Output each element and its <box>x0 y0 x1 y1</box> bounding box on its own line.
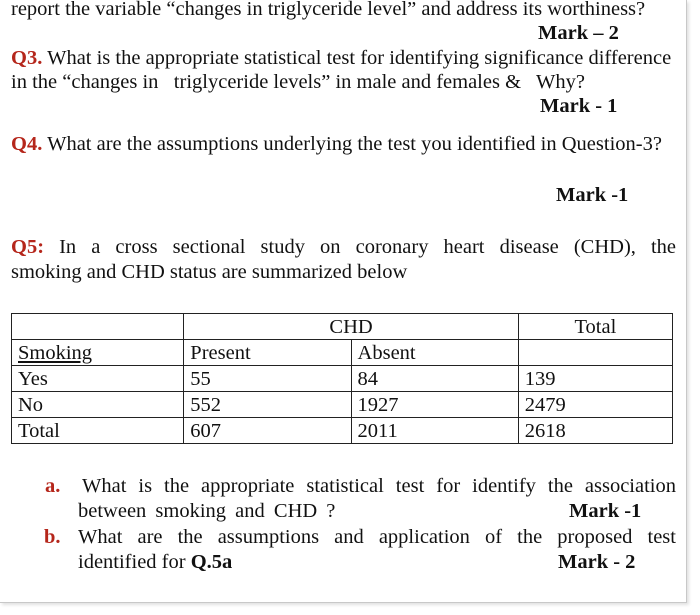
absent-header: Absent <box>351 340 518 366</box>
total-header: Total <box>518 314 672 340</box>
table-row <box>12 392 673 418</box>
sub-b-line1: What are the assumptions and application of the proposed test <box>78 526 676 548</box>
table-cell: 2479 <box>518 392 672 418</box>
sub-b-label: b. <box>44 526 61 548</box>
q5-line1 <box>11 236 676 260</box>
sub-b-line2 <box>78 551 232 575</box>
mark-q4: Mark -1 <box>556 184 629 206</box>
mark-q5b: Mark - 2 <box>558 551 636 573</box>
q3-line1 <box>11 47 676 71</box>
intro-line: report the variable “changes in triglyceride level” and address its worthiness? <box>11 0 646 20</box>
q4-line <box>11 133 662 157</box>
mark-q2: Mark – 2 <box>538 22 619 44</box>
q3-text-line1: What is the appropriate statistical test for identifying significance difference <box>47 47 672 69</box>
sub-a-line2: between smoking and CHD ? <box>78 500 336 522</box>
chd-group-header: CHD <box>184 314 519 340</box>
table-cell: 55 <box>184 366 351 392</box>
table-cell: No <box>12 392 184 418</box>
sub-a-line1: What is the appropriate statistical test for identify the association <box>82 475 676 497</box>
table-cell: Yes <box>12 366 184 392</box>
q5-text-line1: In a cross sectional study on coronary heart disease (CHD), the <box>59 236 677 258</box>
mark-q5a: Mark -1 <box>569 500 642 522</box>
table-cell <box>12 314 184 340</box>
table-cell: 2011 <box>351 418 518 444</box>
q5-label: Q5: <box>11 236 45 258</box>
sub-b-ref: Q.5a <box>190 551 233 573</box>
q4-text: What are the assumptions underlying the test you identified in Question-3? <box>47 133 662 155</box>
smoking-header: Smoking <box>12 340 184 366</box>
q4-label: Q4. <box>11 133 43 155</box>
table-cell: 139 <box>518 366 672 392</box>
q3-label: Q3. <box>11 47 43 69</box>
table-cell <box>518 340 672 366</box>
table-cell: 607 <box>184 418 351 444</box>
table-cell: 84 <box>351 366 518 392</box>
q3-text-line2: in the “changes in triglyceride levels” in male and females & Why? <box>11 71 585 93</box>
table-row <box>12 340 673 366</box>
table-row <box>12 418 673 444</box>
present-header: Present <box>184 340 351 366</box>
mark-q3: Mark - 1 <box>540 95 618 117</box>
table-cell: 2618 <box>518 418 672 444</box>
smoking-chd-table <box>11 313 673 444</box>
table-row <box>12 366 673 392</box>
sub-a-label: a. <box>45 475 61 497</box>
table-cell: Total <box>12 418 184 444</box>
table-cell: 1927 <box>351 392 518 418</box>
sub-b-line2-prefix: identified for <box>78 551 191 573</box>
table-row <box>12 314 673 340</box>
q5-text-line2: smoking and CHD status are summarized below <box>11 261 408 283</box>
table-cell: 552 <box>184 392 351 418</box>
